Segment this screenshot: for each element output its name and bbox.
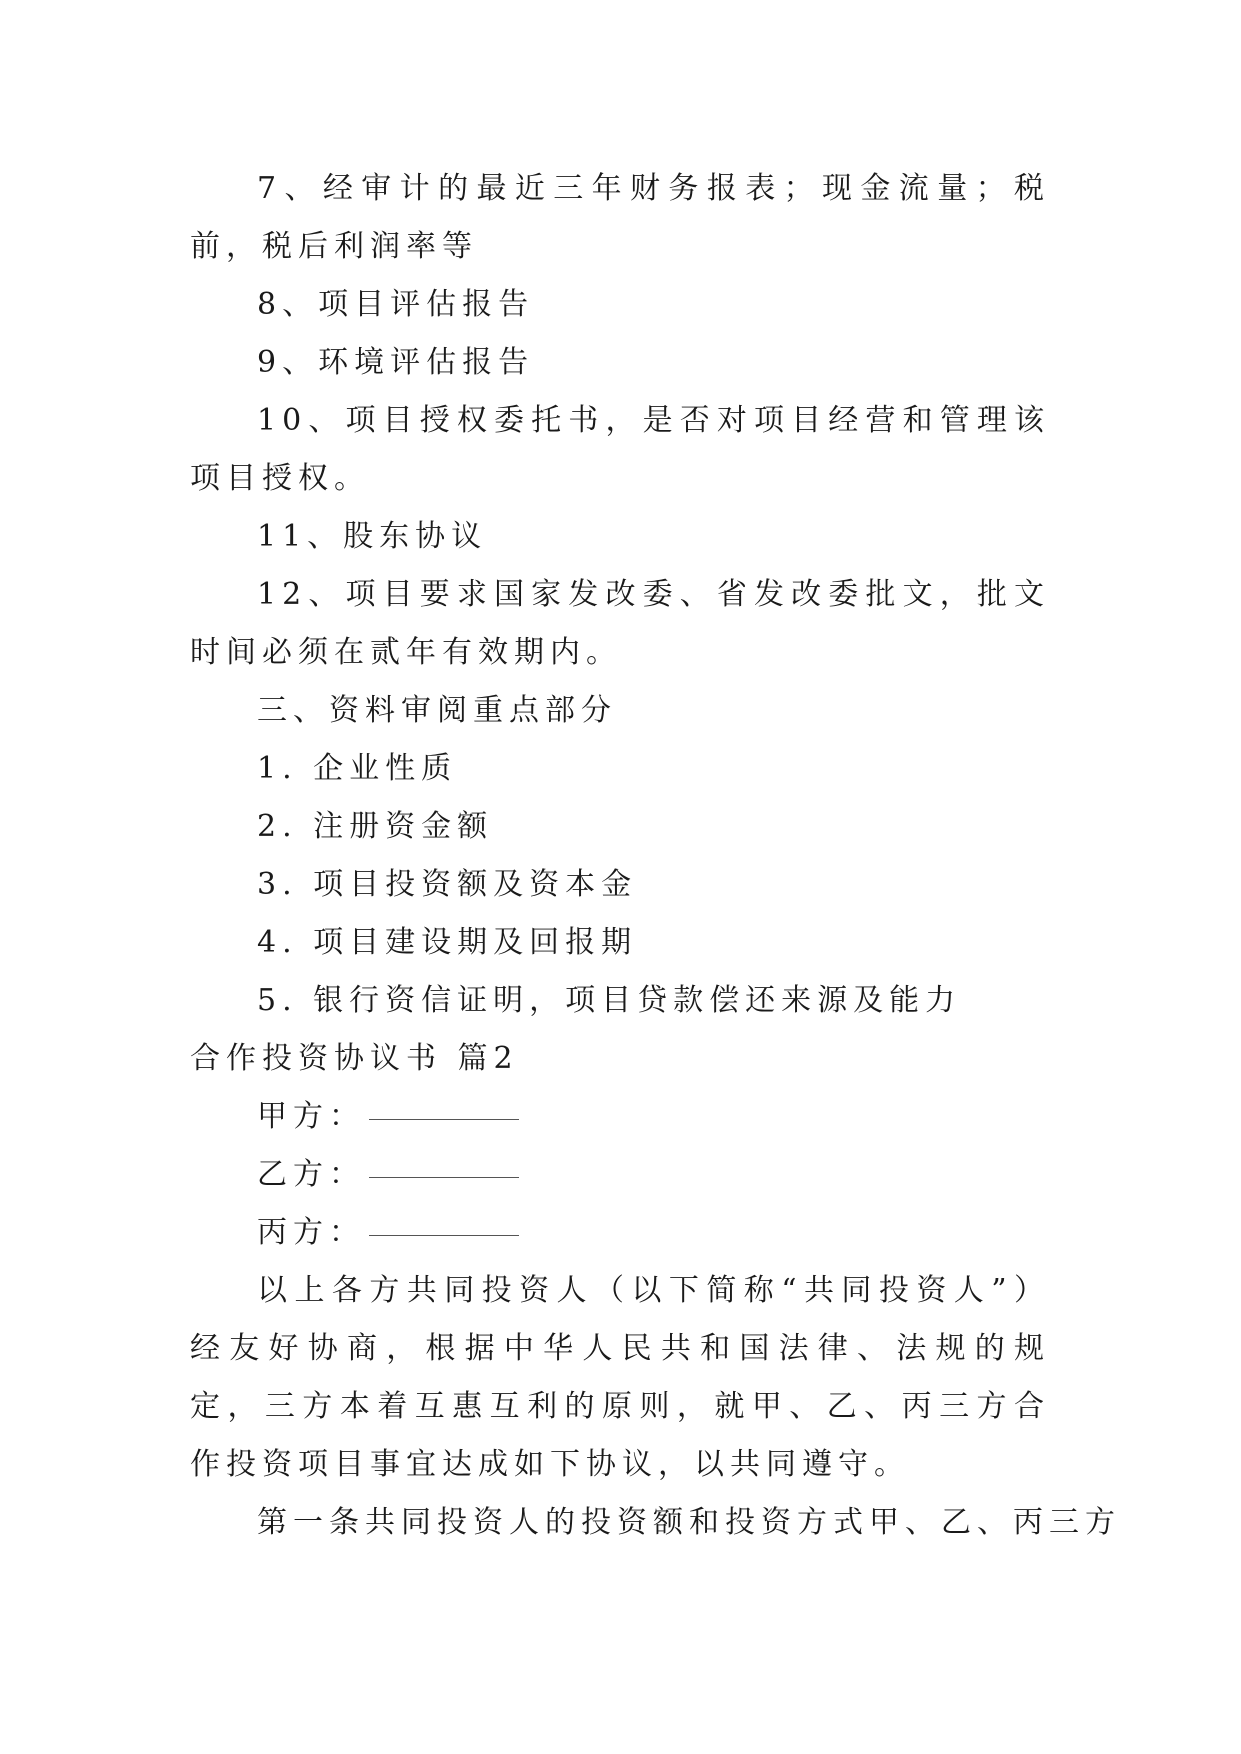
list-item-8: 8、项目评估报告 <box>257 287 535 322</box>
document-body <box>190 160 1121 1552</box>
review-point-5: 5. 银行资信证明，项目贷款偿还来源及能力 <box>257 983 962 1018</box>
review-point-2: 2. 注册资金额 <box>257 809 494 844</box>
article-title: 合作投资协议书 篇2 <box>190 1041 519 1076</box>
party-b-line <box>190 1146 1050 1204</box>
party-a-blank <box>369 1119 519 1120</box>
review-point-4: 4. 项目建设期及回报期 <box>257 925 638 960</box>
list-item-11: 11、股东协议 <box>257 519 488 554</box>
list-item-9: 9、环境评估报告 <box>257 345 535 380</box>
review-point-1: 1. 企业性质 <box>257 751 458 786</box>
party-c-label: 丙方： <box>257 1215 365 1250</box>
party-b-blank <box>369 1177 519 1178</box>
section-heading: 三、资料审阅重点部分 <box>257 693 617 728</box>
party-a-label: 甲方： <box>257 1099 365 1134</box>
clause-1: 第一条共同投资人的投资额和投资方式甲、乙、丙三方 <box>257 1505 1121 1540</box>
list-item-10: 10、项目授权委托书，是否对项目经营和管理该项目授权。 <box>190 403 1050 496</box>
party-b-label: 乙方： <box>257 1157 365 1192</box>
review-point-3: 3. 项目投资额及资本金 <box>257 867 638 902</box>
agreement-intro: 以上各方共同投资人（以下简称“共同投资人”）经友好协商，根据中华人民共和国法律、法规的规定，三方本着互惠互利的原则，就甲、乙、丙三方合作投资项目事宜达成如下协议，以共同遵守。 <box>190 1273 1050 1482</box>
list-item-12: 12、项目要求国家发改委、省发改委批文，批文时间必须在贰年有效期内。 <box>190 577 1050 670</box>
party-c-line <box>190 1204 1050 1262</box>
party-a-line <box>190 1088 1050 1146</box>
list-item-7: 7、经审计的最近三年财务报表；现金流量；税前，税后利润率等 <box>190 171 1050 264</box>
party-c-blank <box>369 1235 519 1236</box>
